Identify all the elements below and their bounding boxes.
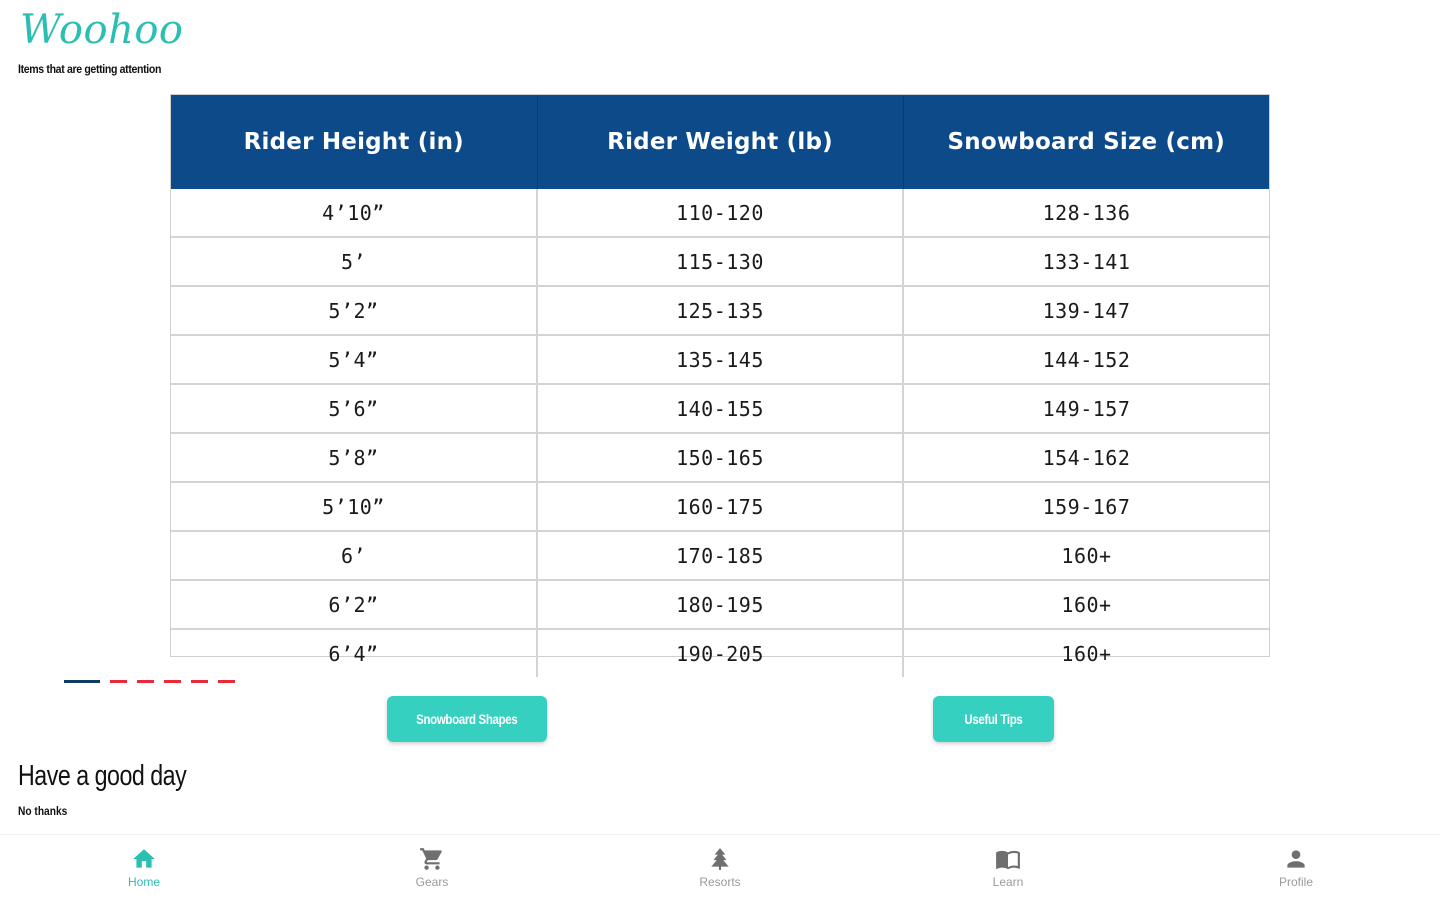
cell-board-size: 160+	[903, 531, 1269, 580]
pager-dot[interactable]	[110, 680, 127, 683]
table-row	[171, 531, 1269, 580]
cart-icon	[419, 845, 445, 873]
column-header-weight: Rider Weight (lb)	[537, 95, 903, 189]
cell-height: 4’10”	[171, 189, 537, 237]
cell-board-size: 139-147	[903, 286, 1269, 335]
pager-dot[interactable]	[218, 680, 235, 683]
tree-icon	[707, 845, 733, 873]
cell-weight: 110-120	[537, 189, 903, 237]
snowboard-shapes-label: Snowboard Shapes	[416, 711, 518, 727]
table-row	[171, 482, 1269, 531]
cell-height: 5’	[171, 237, 537, 286]
nav-item-resorts[interactable]	[660, 845, 780, 889]
cell-height: 6’2”	[171, 580, 537, 629]
useful-tips-button[interactable]	[933, 696, 1054, 742]
cell-board-size: 128-136	[903, 189, 1269, 237]
nav-label-home: Home	[127, 875, 160, 889]
cell-board-size: 133-141	[903, 237, 1269, 286]
section-subtitle: Items that are getting attention	[18, 62, 162, 76]
app-logo: Woohoo	[20, 7, 184, 53]
no-thanks-link[interactable]: No thanks	[18, 804, 68, 818]
cell-height: 5’6”	[171, 384, 537, 433]
nav-item-home[interactable]	[84, 845, 204, 889]
cell-board-size: 160+	[903, 580, 1269, 629]
table-row	[171, 189, 1269, 237]
cell-height: 5’4”	[171, 335, 537, 384]
table-row	[171, 433, 1269, 482]
cell-board-size: 159-167	[903, 482, 1269, 531]
carousel-pager	[64, 680, 235, 683]
nav-label-gears: Gears	[415, 875, 449, 889]
cell-weight: 135-145	[537, 335, 903, 384]
cell-weight: 180-195	[537, 580, 903, 629]
book-icon	[995, 845, 1021, 873]
table-row	[171, 629, 1269, 677]
greeting-heading: Have a good day	[18, 760, 187, 792]
pager-dot[interactable]	[164, 680, 181, 683]
cell-height: 6’4”	[171, 629, 537, 677]
nav-label-profile: Profile	[1278, 875, 1313, 889]
pager-dot[interactable]	[137, 680, 154, 683]
table-row	[171, 580, 1269, 629]
cell-board-size: 149-157	[903, 384, 1269, 433]
column-header-height: Rider Height (in)	[171, 95, 537, 189]
cell-board-size: 160+	[1061, 641, 1112, 666]
nav-item-profile[interactable]	[1236, 845, 1356, 889]
cell-weight: 115-130	[537, 237, 903, 286]
table-header-row	[171, 95, 1269, 189]
cell-weight: 150-165	[537, 433, 903, 482]
cell-height: 5’2”	[171, 286, 537, 335]
person-icon	[1283, 845, 1309, 873]
snowboard-shapes-button[interactable]	[387, 696, 547, 742]
cell-weight: 140-155	[537, 384, 903, 433]
table-row	[171, 286, 1269, 335]
pager-dot[interactable]	[191, 680, 208, 683]
table-row	[171, 384, 1269, 433]
cell-weight: 170-185	[537, 531, 903, 580]
column-header-board-size: Snowboard Size (cm)	[903, 95, 1269, 189]
bottom-navigation	[0, 834, 1440, 900]
nav-item-learn[interactable]	[948, 845, 1068, 889]
nav-item-gears[interactable]	[372, 845, 492, 889]
nav-label-resorts: Resorts	[699, 875, 741, 889]
size-chart-image	[170, 94, 1270, 666]
cell-board-size: 154-162	[903, 433, 1269, 482]
size-chart-table	[171, 95, 1269, 677]
table-row	[171, 237, 1269, 286]
cell-weight: 160-175	[537, 482, 903, 531]
home-icon	[131, 845, 157, 873]
table-row	[171, 335, 1269, 384]
cell-height: 6’	[171, 531, 537, 580]
cell-weight: 190-205	[537, 629, 903, 677]
cell-height: 5’8”	[171, 433, 537, 482]
cell-board-size: 144-152	[903, 335, 1269, 384]
nav-label-learn: Learn	[992, 875, 1024, 889]
cell-weight: 125-135	[537, 286, 903, 335]
cell-height: 5’10”	[171, 482, 537, 531]
pager-dot-active[interactable]	[64, 680, 100, 683]
useful-tips-label: Useful Tips	[964, 711, 1023, 727]
